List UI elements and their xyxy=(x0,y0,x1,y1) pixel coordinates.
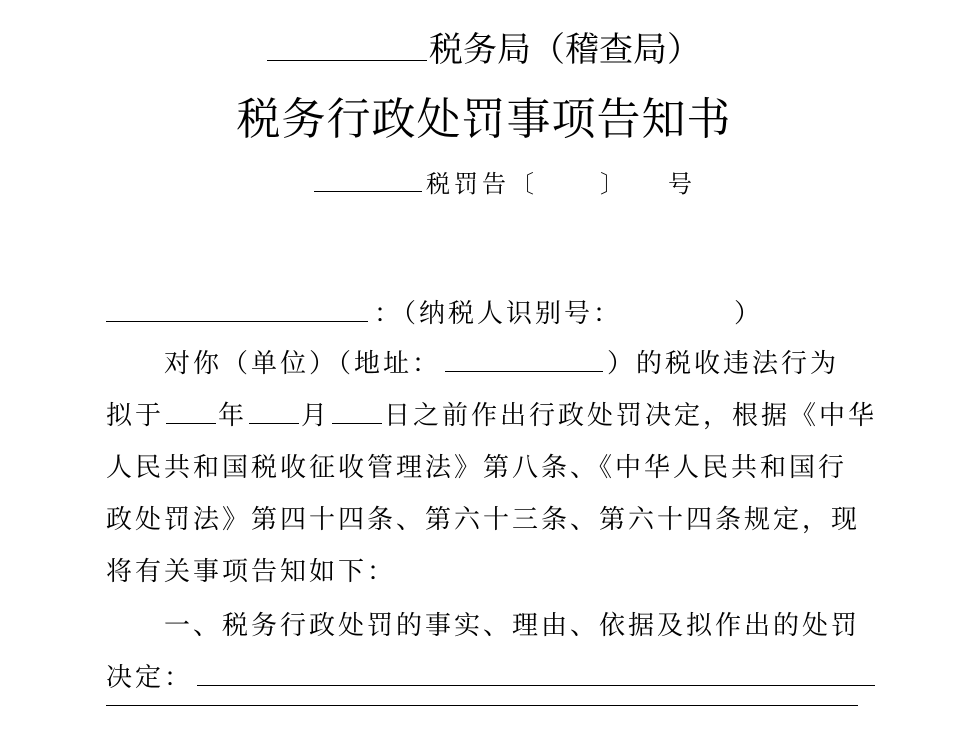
section-1-decision xyxy=(106,652,875,704)
body-line-1 xyxy=(164,338,839,390)
body-line-2-start: 拟于 xyxy=(106,401,165,431)
decision-label: 决定： xyxy=(106,663,194,693)
taxpayer-line xyxy=(106,288,763,340)
doc-number-label: 税罚告〔 xyxy=(426,170,538,198)
taxpayer-name-blank[interactable] xyxy=(106,295,368,322)
day-blank[interactable] xyxy=(332,399,382,424)
body-line-2-end: 日之前作出行政处罚决定，根据《中华 xyxy=(384,401,878,431)
month-blank[interactable] xyxy=(249,399,299,424)
authority-suffix: 税务局（稽查局） xyxy=(429,30,701,70)
month-label: 月 xyxy=(301,401,331,431)
doc-number-close: 〕 xyxy=(600,170,628,198)
decision-blank[interactable] xyxy=(197,661,875,686)
body-line-2 xyxy=(106,390,877,442)
decision-blank-line-2[interactable] xyxy=(106,705,858,706)
section-1-heading: 一、税务行政处罚的事实、理由、依据及拟作出的处罚 xyxy=(164,611,861,641)
doc-prefix-blank[interactable] xyxy=(314,169,422,192)
body-line-1-end: ）的税收违法行为 xyxy=(607,349,840,379)
authority-heading xyxy=(0,28,968,72)
year-blank[interactable] xyxy=(166,399,216,424)
address-blank[interactable] xyxy=(445,347,603,372)
body-line-3: 人民共和国税收征收管理法》第八条、《中华人民共和国行 xyxy=(106,453,848,483)
taxpayer-id-close: ） xyxy=(734,299,764,329)
document-title: 税务行政处罚事项告知书 xyxy=(236,94,732,145)
year-label: 年 xyxy=(218,401,248,431)
body-line-4: 政处罚法》第四十四条、第六十三条、第六十四条规定，现 xyxy=(106,505,861,535)
body-line-1-start: 对你（单位）（地址： xyxy=(164,349,442,379)
taxpayer-id-label: ：（纳税人识别号： xyxy=(374,299,623,329)
doc-number-suffix: 号 xyxy=(668,170,696,198)
authority-name-blank[interactable] xyxy=(267,28,427,61)
body-line-5: 将有关事项告知如下： xyxy=(106,557,397,587)
document-number xyxy=(314,168,696,200)
